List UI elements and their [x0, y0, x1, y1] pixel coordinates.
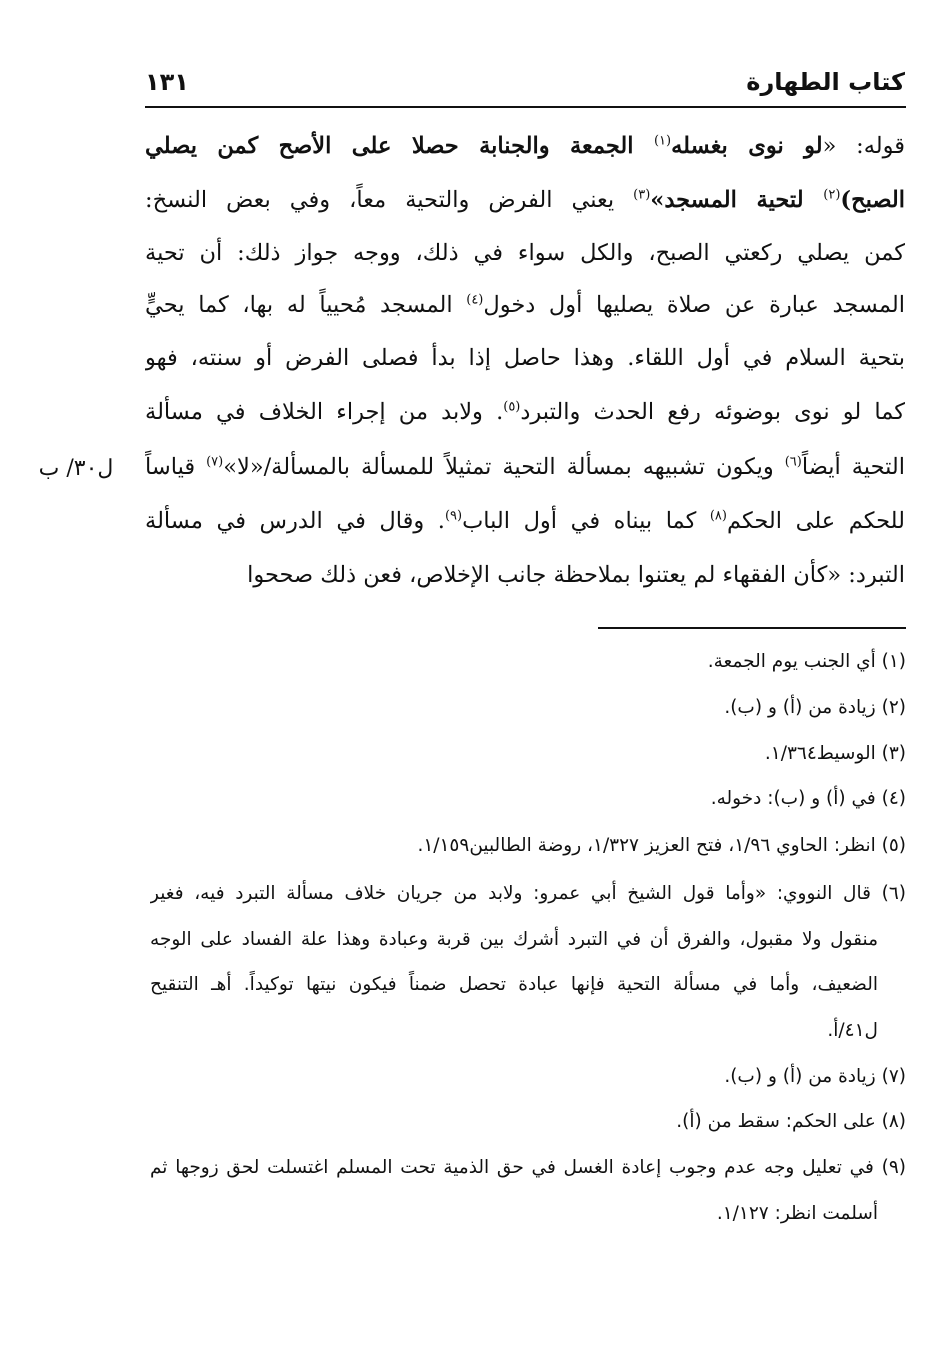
- footnote-6-line: الضعيف، وأما في مسألة التحية فإنها عبادة تحصل ضمناً فيكون نيتها توكيداً. أهـ التنقيح: [150, 974, 878, 995]
- footnote-2: (٢) زيادة من (أ) و (ب).: [724, 697, 906, 718]
- main-text-line: المسجد عبارة عن صلاة يصليها أول دخول$^{(٤)}$ المسجد مُحيياً له بها، كما يحيٍّ: [145, 292, 905, 318]
- header-rule: [145, 106, 906, 108]
- book-title: كتاب الطهارة: [746, 68, 905, 96]
- main-text-line: كما لو نوى بوضوئه رفع الحدث والتبرد$^{(٥)}$. ولابد من إجراء الخلاف في مسألة: [145, 399, 905, 425]
- footnote-1: (١) أي الجنب يوم الجمعة.: [707, 651, 906, 672]
- footnote-5: (٥) انظر: الحاوي ١/٩٦، فتح العزيز ١/٣٢٧، روضة الطالبين١/١٥٩.: [417, 835, 906, 856]
- page-header: [145, 62, 905, 102]
- main-text-line: للحكم على الحكم$^{(٨)}$ كما بيناه في أول الباب$^{(٩)}$. وقال في الدرس في مسألة: [145, 508, 905, 534]
- footnote-9-line: أسلمت انظر: ١/١٢٧.: [716, 1203, 878, 1224]
- page-number: ١٣١: [145, 68, 189, 96]
- main-text-line: كمن يصلي ركعتي الصبح، والكل سواء في ذلك، ووجه جواز ذلك: أن تحية: [145, 240, 905, 266]
- footnote-3: (٣) الوسيط١/٣٦٤.: [764, 743, 906, 764]
- footnote-9-line: (٩) في تعليل وجه عدم وجوب إعادة الغسل في حق الذمية تحت المسلم اغتسلت لحق زوجها ثم: [150, 1157, 906, 1178]
- margin-manuscript-note: ل٣٠/ ب: [38, 456, 114, 481]
- footnote-separator: [598, 627, 906, 629]
- main-text-line: الصبح)$^{(٢)}$ لتحية المسجد»$^{(٣)}$ يعني الفرض والتحية معاً، وفي بعض النسخ:: [145, 187, 905, 213]
- main-text-line: التبرد: «كأن الفقهاء لم يعتنوا بملاحظة جانب الإخلاص، فعن ذلك صححوا: [247, 562, 905, 588]
- footnote-8: (٨) على الحكم: سقط من (أ).: [676, 1111, 906, 1132]
- footnote-7: (٧) زيادة من (أ) و (ب).: [724, 1066, 906, 1087]
- footnote-4: (٤) في (أ) و (ب): دخوله.: [710, 788, 906, 809]
- main-text-line: قوله: «لو نوى بغسله$^{(١)}$ الجمعة والجنابة حصلا على الأصح كمن يصلي: [145, 133, 905, 159]
- footnote-6-line: منقول ولا مقبول، والفرق أن في التبرد أشرك بين قربة وعبادة وهذا علة الفساد على الوجه: [150, 929, 878, 950]
- main-text-line: التحية أيضاً$^{(٦)}$ ويكون تشبيهه بمسألة التحية تمثيلاً للمسألة بالمسألة/«لا»$^{(٧)}$ قياساً: [145, 454, 905, 480]
- main-text-line: بتحية السلام في أول اللقاء. وهذا حاصل إذا بدأ فصلى الفرض أو سنته، فهو: [145, 345, 905, 371]
- footnote-6-line: ل٤١/أ.: [827, 1020, 878, 1041]
- footnote-6-line: (٦) قال النووي: «وأما قول الشيخ أبي عمرو: ولابد من جريان خلاف مسألة التبرد فيه، فغير: [150, 883, 906, 904]
